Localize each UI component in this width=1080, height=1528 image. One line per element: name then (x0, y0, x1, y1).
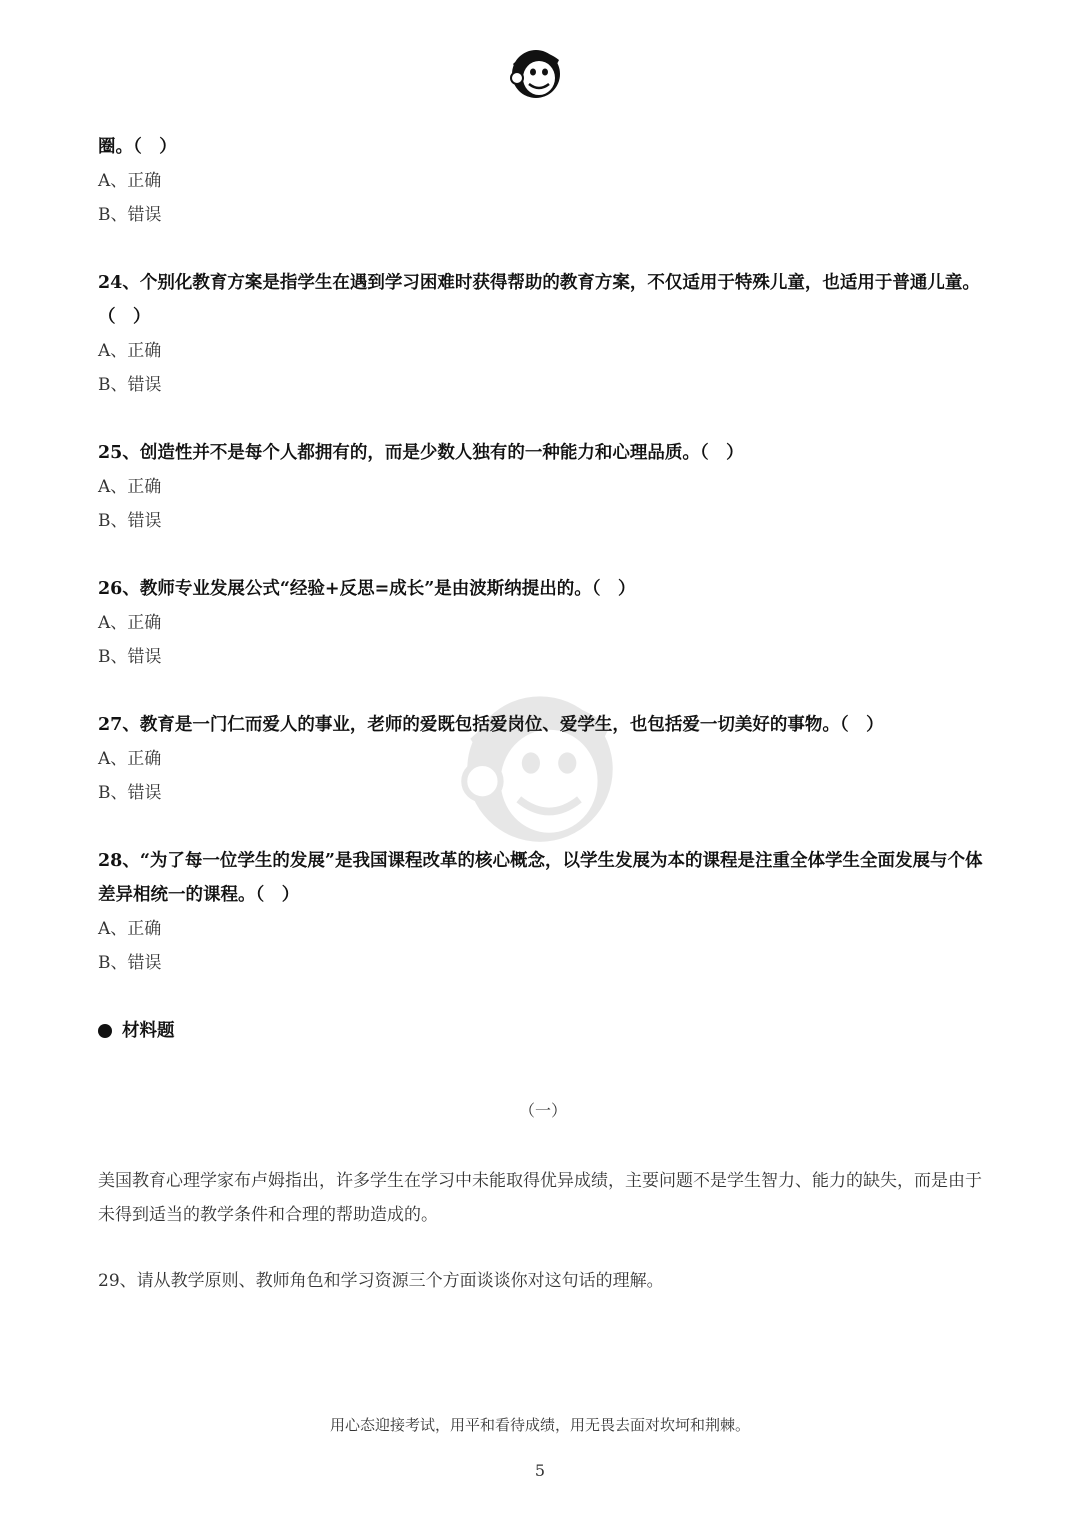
question-block (98, 266, 988, 402)
question-stem: 26、教师专业发展公式“经验+反思=成长”是由波斯纳提出的。（ ） (98, 579, 636, 599)
option-a: A、正确 (98, 477, 162, 497)
material-label: （一） (518, 1101, 567, 1120)
option-b: B、错误 (98, 647, 162, 667)
option-b: B、错误 (98, 205, 162, 225)
question-stem: 28、“为了每一位学生的发展”是我国课程改革的核心概念，以学生发展为本的课程是注重全体学生全面发展与个体差异相统一的课程。（ ） (98, 851, 983, 905)
section-title: 材料题 (122, 1021, 175, 1041)
option-a: A、正确 (98, 749, 162, 769)
question-block (98, 708, 988, 810)
option-b: B、错误 (98, 783, 162, 803)
option-a: A、正确 (98, 341, 162, 361)
option-a: A、正确 (98, 919, 162, 939)
question-stem: 25、创造性并不是每个人都拥有的，而是少数人独有的一种能力和心理品质。（ ） (98, 443, 744, 463)
option-a: A、正确 (98, 613, 162, 633)
option-b: B、错误 (98, 375, 162, 395)
question-block (98, 436, 988, 538)
option-b: B、错误 (98, 953, 162, 973)
option-b: B、错误 (98, 511, 162, 531)
document-body (98, 130, 988, 1298)
page-number: 5 (534, 1461, 546, 1480)
question-block (98, 572, 988, 674)
monkey-mascot-icon (503, 38, 569, 104)
question-block (98, 844, 988, 980)
option-a: A、正确 (98, 171, 162, 191)
question-stem: 圈。（ ） (98, 137, 177, 157)
material-paragraph: 美国教育心理学家布卢姆指出，许多学生在学习中未能取得优异成绩，主要问题不是学生智力、能力的缺失，而是由于未得到适当的教学条件和合理的帮助造成的。 (98, 1171, 982, 1225)
question-stem: 27、教育是一门仁而爱人的事业，老师的爱既包括爱岗位、爱学生，也包括爱一切美好的事物。（ ） (98, 715, 884, 735)
question-block (98, 130, 988, 232)
section-heading (98, 1014, 988, 1048)
question-stem: 24、个别化教育方案是指学生在遇到学习困难时获得帮助的教育方案，不仅适用于特殊儿童，也适用于普通儿童。（ ） (98, 273, 980, 327)
material-question: 29、请从教学原则、教师角色和学习资源三个方面谈谈你对这句话的理解。 (98, 1271, 664, 1291)
bullet-icon (98, 1024, 112, 1038)
footer-motto: 用心态迎接考试，用平和看待成绩，用无畏去面对坎坷和荆棘。 (329, 1416, 750, 1434)
